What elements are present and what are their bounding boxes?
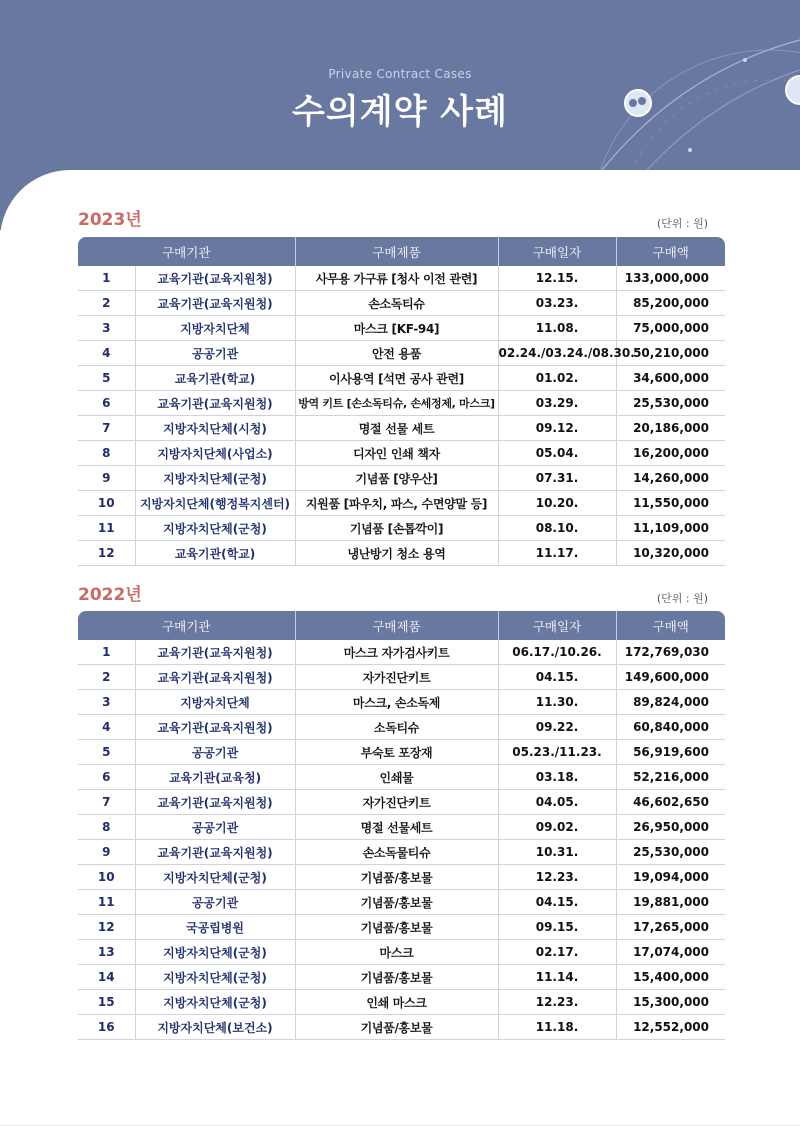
- row-number: 12: [78, 541, 135, 566]
- table-row: [78, 815, 725, 840]
- row-number: 4: [78, 341, 135, 366]
- product-cell: 손소독티슈: [295, 291, 498, 316]
- date-cell: 11.18.: [498, 1015, 616, 1040]
- product-cell: 마스크 자가검사키트: [295, 640, 498, 665]
- date-cell: 11.17.: [498, 541, 616, 566]
- product-cell: 방역 키트 [손소독티슈, 손세정제, 마스크]: [295, 391, 498, 416]
- product-cell: 기념품/홍보물: [295, 890, 498, 915]
- row-number: 16: [78, 1015, 135, 1040]
- amount-cell: 89,824,000: [616, 690, 725, 715]
- amount-cell: 172,769,030: [616, 640, 725, 665]
- date-cell: 05.23./11.23.: [498, 740, 616, 765]
- amount-cell: 20,186,000: [616, 416, 725, 441]
- product-cell: 소독티슈: [295, 715, 498, 740]
- product-cell: 명절 선물세트: [295, 815, 498, 840]
- col-header-product: 구매제품: [295, 611, 498, 640]
- table-row: [78, 1015, 725, 1040]
- org-cell: 교육기관(교육지원청): [135, 640, 295, 665]
- org-cell: 교육기관(교육지원청): [135, 291, 295, 316]
- date-cell: 03.18.: [498, 765, 616, 790]
- product-cell: 디자인 인쇄 책자: [295, 441, 498, 466]
- date-cell: 12.23.: [498, 865, 616, 890]
- org-cell: 공공기관: [135, 740, 295, 765]
- table-row: [78, 341, 725, 366]
- date-cell: 10.31.: [498, 840, 616, 865]
- org-cell: 교육기관(교육지원청): [135, 266, 295, 291]
- date-cell: 09.02.: [498, 815, 616, 840]
- org-cell: 교육기관(학교): [135, 366, 295, 391]
- table-row: [78, 366, 725, 391]
- amount-cell: 25,530,000: [616, 391, 725, 416]
- table-row: [78, 266, 725, 291]
- org-cell: 국공립병원: [135, 915, 295, 940]
- date-cell: 06.17./10.26.: [498, 640, 616, 665]
- row-number: 13: [78, 940, 135, 965]
- org-cell: 교육기관(학교): [135, 541, 295, 566]
- org-cell: 지방자치단체: [135, 316, 295, 341]
- table-row: [78, 640, 725, 665]
- product-cell: 기념품/홍보물: [295, 965, 498, 990]
- date-cell: 03.29.: [498, 391, 616, 416]
- date-cell: 04.15.: [498, 890, 616, 915]
- date-cell: 04.05.: [498, 790, 616, 815]
- date-cell: 09.22.: [498, 715, 616, 740]
- table-row: [78, 541, 725, 566]
- table-row: [78, 990, 725, 1015]
- col-header-amount: 구매액: [616, 611, 725, 640]
- amount-cell: 11,109,000: [616, 516, 725, 541]
- org-cell: 지방자치단체(군청): [135, 965, 295, 990]
- org-cell: 지방자치단체(군청): [135, 940, 295, 965]
- col-header-org: 구매기관: [78, 611, 295, 640]
- date-cell: 08.10.: [498, 516, 616, 541]
- unit-label-2023: (단위 : 원): [656, 217, 708, 230]
- row-number: 6: [78, 391, 135, 416]
- product-cell: 기념품 [손톱깍이]: [295, 516, 498, 541]
- product-cell: 이사용역 [석면 공사 관련]: [295, 366, 498, 391]
- table-header-row: [78, 611, 725, 640]
- unit-label-2022: (단위 : 원): [656, 592, 708, 605]
- amount-cell: 15,400,000: [616, 965, 725, 990]
- row-number: 10: [78, 491, 135, 516]
- amount-cell: 149,600,000: [616, 665, 725, 690]
- row-number: 7: [78, 416, 135, 441]
- product-cell: 자가진단키트: [295, 665, 498, 690]
- date-cell: 02.24./03.24./08.30.: [498, 341, 616, 366]
- date-cell: 07.31.: [498, 466, 616, 491]
- date-cell: 11.08.: [498, 316, 616, 341]
- table-row: [78, 441, 725, 466]
- product-cell: 인쇄물: [295, 765, 498, 790]
- row-number: 4: [78, 715, 135, 740]
- amount-cell: 46,602,650: [616, 790, 725, 815]
- col-header-product: 구매제품: [295, 237, 498, 266]
- amount-cell: 52,216,000: [616, 765, 725, 790]
- page-title: 수의계약 사례: [292, 92, 508, 132]
- date-cell: 04.15.: [498, 665, 616, 690]
- row-number: 1: [78, 640, 135, 665]
- amount-cell: 50,210,000: [616, 341, 725, 366]
- org-cell: 교육기관(교육지원청): [135, 790, 295, 815]
- product-cell: 기념품/홍보물: [295, 915, 498, 940]
- product-cell: 인쇄 마스크: [295, 990, 498, 1015]
- row-number: 8: [78, 441, 135, 466]
- table-row: [78, 316, 725, 341]
- org-cell: 교육기관(교육지원청): [135, 715, 295, 740]
- product-cell: 마스크 [KF-94]: [295, 316, 498, 341]
- org-cell: 공공기관: [135, 890, 295, 915]
- org-cell: 지방자치단체(군청): [135, 516, 295, 541]
- org-cell: 지방자치단체(시청): [135, 416, 295, 441]
- year-heading-2022: 2022년: [78, 585, 142, 605]
- table-row: [78, 840, 725, 865]
- amount-cell: 12,552,000: [616, 1015, 725, 1040]
- table-row: [78, 466, 725, 491]
- table-row: [78, 516, 725, 541]
- row-number: 2: [78, 291, 135, 316]
- col-header-org: 구매기관: [78, 237, 295, 266]
- header-subtitle: Private Contract Cases: [328, 67, 472, 81]
- product-cell: 냉난방기 청소 용역: [295, 541, 498, 566]
- table-row: [78, 391, 725, 416]
- amount-cell: 16,200,000: [616, 441, 725, 466]
- row-number: 3: [78, 690, 135, 715]
- date-cell: 10.20.: [498, 491, 616, 516]
- amount-cell: 10,320,000: [616, 541, 725, 566]
- row-number: 11: [78, 516, 135, 541]
- date-cell: 05.04.: [498, 441, 616, 466]
- product-cell: 기념품/홍보물: [295, 1015, 498, 1040]
- table-body-2022: [78, 640, 725, 1040]
- date-cell: 03.23.: [498, 291, 616, 316]
- org-cell: 지방자치단체(군청): [135, 466, 295, 491]
- product-cell: 마스크, 손소독제: [295, 690, 498, 715]
- org-cell: 지방자치단체(보건소): [135, 1015, 295, 1040]
- table-body-2023: [78, 266, 725, 566]
- amount-cell: 17,074,000: [616, 940, 725, 965]
- org-cell: 교육기관(교육지원청): [135, 840, 295, 865]
- date-cell: 02.17.: [498, 940, 616, 965]
- col-header-amount: 구매액: [616, 237, 725, 266]
- table-row: [78, 965, 725, 990]
- date-cell: 11.14.: [498, 965, 616, 990]
- date-cell: 12.15.: [498, 266, 616, 291]
- amount-cell: 85,200,000: [616, 291, 725, 316]
- table-row: [78, 790, 725, 815]
- col-header-date: 구매일자: [498, 237, 616, 266]
- table-row: [78, 915, 725, 940]
- table-row: [78, 865, 725, 890]
- table-row: [78, 765, 725, 790]
- date-cell: 09.15.: [498, 915, 616, 940]
- org-cell: 지방자치단체(행정복지센터): [135, 491, 295, 516]
- table-row: [78, 890, 725, 915]
- amount-cell: 19,094,000: [616, 865, 725, 890]
- org-cell: 공공기관: [135, 815, 295, 840]
- row-number: 9: [78, 840, 135, 865]
- amount-cell: 25,530,000: [616, 840, 725, 865]
- date-cell: 09.12.: [498, 416, 616, 441]
- amount-cell: 56,919,600: [616, 740, 725, 765]
- amount-cell: 133,000,000: [616, 266, 725, 291]
- org-cell: 지방자치단체(군청): [135, 990, 295, 1015]
- row-number: 3: [78, 316, 135, 341]
- org-cell: 교육기관(교육청): [135, 765, 295, 790]
- product-cell: 자가진단키트: [295, 790, 498, 815]
- contracts-table-2023: [78, 237, 725, 566]
- row-number: 6: [78, 765, 135, 790]
- org-cell: 공공기관: [135, 341, 295, 366]
- product-cell: 기념품/홍보물: [295, 865, 498, 890]
- table-header-row: [78, 237, 725, 266]
- row-number: 12: [78, 915, 135, 940]
- org-cell: 지방자치단체: [135, 690, 295, 715]
- table-row: [78, 690, 725, 715]
- row-number: 14: [78, 965, 135, 990]
- row-number: 15: [78, 990, 135, 1015]
- product-cell: 마스크: [295, 940, 498, 965]
- row-number: 10: [78, 865, 135, 890]
- amount-cell: 17,265,000: [616, 915, 725, 940]
- org-cell: 지방자치단체(사업소): [135, 441, 295, 466]
- row-number: 5: [78, 740, 135, 765]
- org-cell: 교육기관(교육지원청): [135, 391, 295, 416]
- table-row: [78, 940, 725, 965]
- product-cell: 안전 용품: [295, 341, 498, 366]
- date-cell: 12.23.: [498, 990, 616, 1015]
- table-row: [78, 291, 725, 316]
- row-number: 9: [78, 466, 135, 491]
- amount-cell: 14,260,000: [616, 466, 725, 491]
- row-number: 11: [78, 890, 135, 915]
- col-header-date: 구매일자: [498, 611, 616, 640]
- row-number: 7: [78, 790, 135, 815]
- amount-cell: 11,550,000: [616, 491, 725, 516]
- date-cell: 01.02.: [498, 366, 616, 391]
- amount-cell: 34,600,000: [616, 366, 725, 391]
- product-cell: 기념품 [양우산]: [295, 466, 498, 491]
- table-row: [78, 416, 725, 441]
- amount-cell: 19,881,000: [616, 890, 725, 915]
- table-row: [78, 491, 725, 516]
- contracts-table-2022: [78, 611, 725, 1040]
- row-number: 8: [78, 815, 135, 840]
- table-row: [78, 665, 725, 690]
- amount-cell: 60,840,000: [616, 715, 725, 740]
- product-cell: 명절 선물 세트: [295, 416, 498, 441]
- amount-cell: 15,300,000: [616, 990, 725, 1015]
- product-cell: 사무용 가구류 [청사 이전 관련]: [295, 266, 498, 291]
- org-cell: 지방자치단체(군청): [135, 865, 295, 890]
- product-cell: 부숙토 포장재: [295, 740, 498, 765]
- row-number: 5: [78, 366, 135, 391]
- year-heading-2023: 2023년: [78, 210, 142, 230]
- date-cell: 11.30.: [498, 690, 616, 715]
- row-number: 1: [78, 266, 135, 291]
- table-row: [78, 740, 725, 765]
- row-number: 2: [78, 665, 135, 690]
- table-row: [78, 715, 725, 740]
- amount-cell: 26,950,000: [616, 815, 725, 840]
- product-cell: 지원품 [파우치, 파스, 수면양말 등]: [295, 491, 498, 516]
- org-cell: 교육기관(교육지원청): [135, 665, 295, 690]
- amount-cell: 75,000,000: [616, 316, 725, 341]
- product-cell: 손소독물티슈: [295, 840, 498, 865]
